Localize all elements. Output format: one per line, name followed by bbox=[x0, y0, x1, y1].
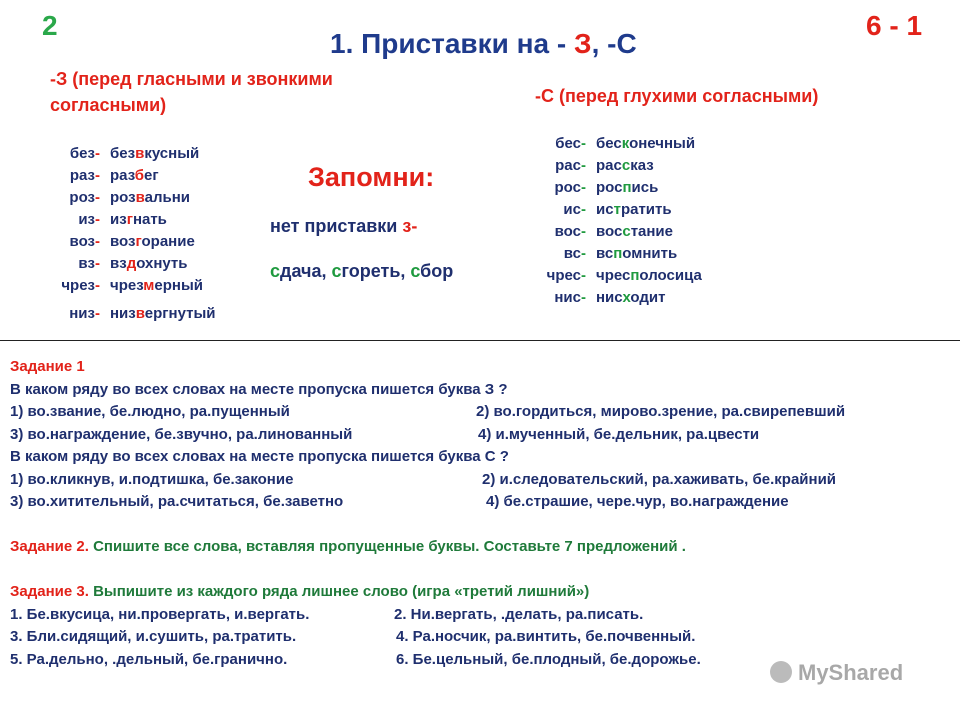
word-end: омнить bbox=[622, 245, 678, 262]
word-start: рас bbox=[596, 157, 622, 174]
task2 bbox=[10, 536, 955, 559]
task3-item: 6. Бе.цельный, бе.плодный, бе.дорожье. bbox=[396, 650, 701, 668]
word-highlight: в bbox=[135, 189, 145, 206]
option: 4) и.мученный, бе.дельник, ра.цвести bbox=[478, 425, 760, 443]
word-start: бес bbox=[596, 135, 622, 152]
list-item bbox=[46, 303, 216, 325]
prefix-dash: - bbox=[95, 145, 100, 162]
task3-label: Задание 3. bbox=[10, 583, 89, 600]
list-item bbox=[46, 231, 216, 253]
prefix: вос bbox=[554, 223, 581, 240]
word-end: ись bbox=[631, 179, 659, 196]
word-highlight: х bbox=[622, 289, 631, 306]
option: 3) во.награждение, бе.звучно, ра.линованный bbox=[10, 425, 353, 443]
list-item bbox=[46, 253, 216, 275]
word-start: раз bbox=[110, 167, 135, 184]
option: 2) и.следовательский, ра.хаживать, бе.крайний bbox=[482, 470, 837, 488]
list-item bbox=[530, 243, 702, 265]
word-highlight: с bbox=[621, 157, 631, 174]
word-end: каз bbox=[630, 157, 654, 174]
prefix: без bbox=[69, 145, 95, 162]
word-highlight: в bbox=[135, 145, 145, 162]
word-start: рос bbox=[596, 179, 623, 196]
task1-question-z: В каком ряду во всех словах на месте пропуска пишется буква З ? bbox=[10, 380, 508, 398]
word-highlight: г bbox=[126, 211, 133, 228]
word-start: вз bbox=[110, 255, 127, 272]
word-start: воз bbox=[110, 233, 136, 250]
z-prefix-list bbox=[46, 143, 216, 325]
watermark-text: MyShared bbox=[798, 660, 904, 685]
remember-rule-highlight: з- bbox=[402, 216, 418, 236]
remember-rule bbox=[270, 216, 417, 237]
task3-item: 1. Бе.вкусица, ни.провергать, и.вергать. bbox=[10, 605, 310, 623]
prefix-dash: - bbox=[95, 255, 100, 272]
word-start: без bbox=[110, 145, 136, 162]
task2-label: Задание 2. bbox=[10, 538, 89, 555]
task3-item: 2. Ни.вергать, .делать, ра.писать. bbox=[394, 605, 644, 623]
prefix-dash: - bbox=[581, 179, 586, 196]
task1-question-s: В каком ряду во всех словах на месте пропуска пишется буква С ? bbox=[10, 448, 509, 465]
word-highlight: к bbox=[621, 135, 630, 152]
example-letter: с bbox=[331, 261, 342, 281]
example-letter: с bbox=[410, 261, 421, 281]
prefix-dash: - bbox=[95, 167, 100, 184]
task2-text: Спишите все слова, вставляя пропущенные буквы. Составьте 7 предложений . bbox=[88, 538, 686, 555]
word-end: ергнутый bbox=[144, 305, 216, 322]
slide-number-left: 2 bbox=[42, 10, 58, 41]
prefix-dash: - bbox=[581, 245, 586, 262]
list-item bbox=[530, 177, 702, 199]
tasks-section bbox=[10, 356, 955, 671]
task1-options-row bbox=[10, 491, 955, 514]
task3-item: 3. Бли.сидящий, и.сушить, ра.тратить. bbox=[10, 628, 297, 645]
task1-options-row bbox=[10, 401, 955, 424]
word-end: одит bbox=[630, 289, 666, 306]
word-highlight: т bbox=[613, 201, 621, 218]
example-word: гореть, bbox=[341, 261, 411, 281]
word-highlight: д bbox=[126, 255, 137, 272]
prefix: ис bbox=[563, 201, 581, 218]
list-item bbox=[46, 143, 216, 165]
list-item bbox=[46, 209, 216, 231]
prefix: чрес bbox=[546, 267, 581, 284]
word-end: ратить bbox=[620, 201, 672, 218]
list-item bbox=[530, 199, 702, 221]
slide-number-right: 6 - 1 bbox=[866, 10, 923, 41]
task3 bbox=[10, 581, 955, 604]
word-start: низ bbox=[110, 305, 136, 322]
option: 3) во.хитительный, ра.считаться, бе.заветно bbox=[10, 493, 344, 510]
task1-options-row bbox=[10, 469, 955, 492]
word-start: ис bbox=[596, 201, 614, 218]
watermark-logo-icon bbox=[770, 661, 792, 683]
word-highlight: п bbox=[613, 245, 623, 262]
watermark bbox=[770, 660, 903, 686]
task3-row bbox=[10, 604, 955, 627]
word-end: нать bbox=[132, 211, 167, 228]
prefix-dash: - bbox=[581, 157, 586, 174]
task3-text: Выпишите из каждого ряда лишнее слово (игра «третий лишний») bbox=[88, 583, 590, 600]
option: 1) во.звание, бе.людно, ра.пущенный bbox=[10, 403, 290, 420]
list-item bbox=[46, 187, 216, 209]
prefix: бес bbox=[555, 135, 581, 152]
remember-examples bbox=[270, 261, 453, 282]
prefix-dash: - bbox=[581, 289, 586, 306]
list-item bbox=[530, 155, 702, 177]
prefix-dash: - bbox=[581, 135, 586, 152]
list-item bbox=[530, 221, 702, 243]
word-end: ег bbox=[144, 167, 159, 184]
prefix: раз bbox=[69, 167, 95, 184]
word-start: из bbox=[110, 211, 127, 228]
option: 1) во.кликнув, и.подтишка, бе.законие bbox=[10, 470, 294, 488]
remember-title: Запомни: bbox=[308, 162, 435, 192]
word-highlight: в bbox=[135, 305, 145, 322]
word-start: вс bbox=[596, 245, 614, 262]
prefix: рос bbox=[554, 179, 581, 196]
task1-options-row bbox=[10, 424, 955, 447]
prefix-dash: - bbox=[581, 201, 586, 218]
task3-row bbox=[10, 626, 955, 649]
word-highlight: м bbox=[143, 277, 155, 294]
word-highlight: г bbox=[135, 233, 142, 250]
title-part1: 1. Приставки на - bbox=[330, 28, 575, 59]
word-start: чрез bbox=[110, 277, 144, 294]
word-end: тание bbox=[630, 223, 673, 240]
word-highlight: б bbox=[134, 167, 145, 184]
word-highlight: п bbox=[622, 179, 632, 196]
example-word: бор bbox=[420, 261, 454, 281]
prefix: из bbox=[78, 211, 95, 228]
prefix: роз bbox=[69, 189, 95, 206]
task1-title: Задание 1 bbox=[10, 358, 85, 375]
task3-item: 4. Ра.носчик, ра.винтить, бе.почвенный. bbox=[396, 628, 696, 645]
prefix: рас bbox=[555, 157, 581, 174]
prefix-dash: - bbox=[95, 277, 100, 294]
prefix: вс bbox=[563, 245, 581, 262]
task3-item: 5. Ра.дельно, .дельный, бе.гранично. bbox=[10, 650, 288, 668]
word-start: роз bbox=[110, 189, 136, 206]
list-item bbox=[46, 275, 216, 297]
word-end: кусный bbox=[144, 145, 200, 162]
word-end: охнуть bbox=[136, 255, 188, 272]
list-item bbox=[530, 287, 702, 309]
option: 2) во.гордиться, мирово.зрение, ра.свирепевший bbox=[476, 403, 846, 420]
word-end: альни bbox=[144, 189, 190, 206]
prefix: вз bbox=[78, 255, 95, 272]
prefix: нис bbox=[554, 289, 581, 306]
list-item bbox=[46, 165, 216, 187]
word-start: чрес bbox=[596, 267, 631, 284]
word-highlight: с bbox=[622, 223, 631, 240]
s-prefix-list bbox=[530, 133, 702, 309]
s-prefix-header: -С (перед глухими согласными) bbox=[535, 86, 819, 106]
prefix-dash: - bbox=[95, 211, 100, 228]
prefix: чрез bbox=[61, 277, 95, 294]
title-part2: З bbox=[574, 28, 592, 59]
word-end: онечный bbox=[629, 135, 696, 152]
prefix-dash: - bbox=[581, 223, 586, 240]
word-start: нис bbox=[596, 289, 623, 306]
spacer bbox=[10, 559, 955, 582]
example-letter: с bbox=[270, 261, 281, 281]
word-end: ерный bbox=[154, 277, 204, 294]
prefix-dash: - bbox=[95, 305, 100, 322]
title-part3: , -С bbox=[591, 28, 637, 59]
z-prefix-header: -З (перед гласными и звонкими согласными) bbox=[50, 69, 333, 115]
word-start: вос bbox=[596, 223, 623, 240]
word-end: орание bbox=[141, 233, 195, 250]
word-end: олосица bbox=[639, 267, 702, 284]
remember-rule-text: нет приставки bbox=[270, 216, 403, 236]
list-item bbox=[530, 265, 702, 287]
page-title bbox=[330, 28, 637, 60]
divider bbox=[0, 340, 960, 341]
prefix: низ bbox=[69, 305, 95, 322]
prefix: воз bbox=[69, 233, 95, 250]
example-word: дача, bbox=[280, 261, 332, 281]
prefix-dash: - bbox=[95, 189, 100, 206]
list-item bbox=[530, 133, 702, 155]
spacer bbox=[10, 514, 955, 537]
word-highlight: п bbox=[630, 267, 640, 284]
prefix-dash: - bbox=[95, 233, 100, 250]
option: 4) бе.страшие, чере.чур, во.награждение bbox=[486, 493, 789, 510]
prefix-dash: - bbox=[581, 267, 586, 284]
